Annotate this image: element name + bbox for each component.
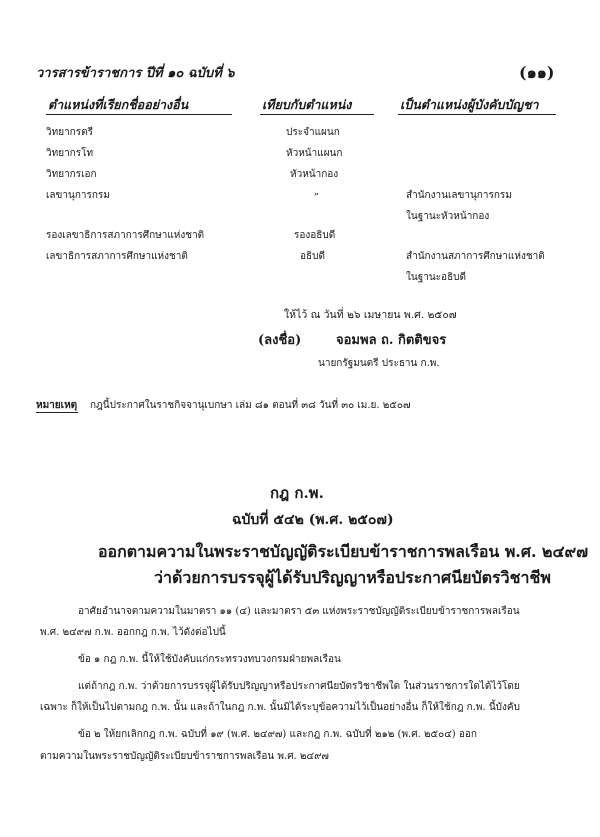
remark-underline [36, 412, 78, 413]
table-cell: อธิบดี [300, 251, 325, 262]
table-cell: ในฐานะอธิบดี [406, 272, 467, 283]
table-cell: สำนักงานสภาการศึกษาแห่งชาติ [406, 251, 545, 262]
column-head-underline [260, 114, 374, 115]
table-cell: รองอธิบดี [294, 230, 336, 241]
body-paragraph: ข้อ ๑ กฎ ก.พ. นี้ให้ใช้บังคับแก่กระทรวงทบวงกรมฝ่ายพลเรือน [78, 654, 341, 665]
column-head-other-title: ตำแหน่งที่เรียกชื่ออย่างอื่น [48, 97, 189, 112]
signed-label: (ลงชื่อ) [258, 333, 302, 348]
column-head-equivalent: เทียบกับตำแหน่ง [262, 97, 352, 112]
body-paragraph: อาศัยอำนาจตามความในมาตรา ๑๑ (๔) และมาตรา ๕๓ แห่งพระราชบัญญัติระเบียบข้าราชการพลเรือน [78, 606, 520, 617]
remark-text: กฎนี้ประกาศในราชกิจจานุเบกษา เล่ม ๘๑ ตอนที่ ๓๘ วันที่ ๓๐ เม.ย. ๒๕๐๗ [90, 400, 411, 411]
rule-number: ฉบับที่ ๕๔๒ (พ.ศ. ๒๕๐๗) [232, 512, 394, 528]
body-paragraph: ข้อ ๒ ให้ยกเลิกกฎ ก.พ. ฉบับที่ ๑๙ (พ.ศ. ๒๔๙๗) และกฎ ก.พ. ฉบับที่ ๒๑๒ (พ.ศ. ๒๕๐๔) ออก [78, 729, 477, 740]
table-cell: เลขานุการกรม [46, 190, 110, 201]
column-head-underline [46, 114, 232, 115]
table-cell: เลขาธิการสภาการศึกษาแห่งชาติ [46, 251, 188, 262]
rule-issued-under: ออกตามความในพระราชบัญญัติระเบียบข้าราชการพลเรือน พ.ศ. ๒๔๙๗ [98, 542, 589, 561]
journal-header: วารสารข้าราชการ ปีที่ ๑๐ ฉบับที่ ๖ [36, 66, 235, 81]
table-cell: รองเลขาธิการสภาการศึกษาแห่งชาติ [46, 230, 205, 241]
column-head-supervisor: เป็นตำแหน่งผู้บังคับบัญชา [400, 97, 539, 112]
table-cell: วิทยากรเอก [46, 169, 97, 180]
table-cell: หัวหน้าแผนก [286, 148, 343, 159]
body-paragraph: แต่ถ้ากฎ ก.พ. ว่าด้วยการบรรจุผู้ได้รับปริญญาหรือประกาศนียบัตรวิชาชีพใด ในส่วนราชการใดได้ไว้โดย [78, 681, 520, 692]
page-number: (๑๑) [519, 63, 555, 82]
remark-label: หมายเหตุ [36, 400, 78, 411]
table-cell: วิทยากรตรี [46, 127, 93, 138]
column-head-underline [398, 114, 556, 115]
body-paragraph: เฉพาะ ก็ให้เป็นไปตามกฎ ก.พ. นั้น และถ้าในกฎ ก.พ. นั้นมิได้ระบุข้อความไว้เป็นอย่างอื่น ก็ให้ใช้กฎ ก.พ. นี้บังคับ [40, 702, 520, 713]
body-paragraph: พ.ศ. ๒๔๙๗ ก.พ. ออกกฎ ก.พ. ไว้ดังต่อไปนี้ [40, 627, 226, 638]
body-paragraph: ตามความในพระราชบัญญัติระเบียบข้าราชการพลเรือน พ.ศ. ๒๔๙๗ [40, 751, 329, 762]
signer-title: นายกรัฐมนตรี ประธาน ก.พ. [318, 358, 440, 369]
table-cell: วิทยากรโท [46, 148, 94, 159]
signer-name: จอมพล ถ. กิตติขจร [336, 333, 447, 348]
rule-heading: กฎ ก.พ. [270, 484, 324, 502]
table-cell: „ [314, 186, 320, 197]
table-cell: หัวหน้ากอง [290, 169, 339, 180]
given-date: ให้ไว้ ณ วันที่ ๒๖ เมษายน พ.ศ. ๒๕๐๗ [284, 309, 457, 321]
table-cell: สำนักงานเลขานุการกรม [406, 190, 512, 201]
table-cell: ประจำแผนก [286, 127, 340, 138]
rule-subject: ว่าด้วยการบรรจุผู้ได้รับปริญญาหรือประกาศนียบัตรวิชาชีพ [154, 568, 551, 587]
table-cell: ในฐานะหัวหน้ากอง [406, 211, 490, 222]
